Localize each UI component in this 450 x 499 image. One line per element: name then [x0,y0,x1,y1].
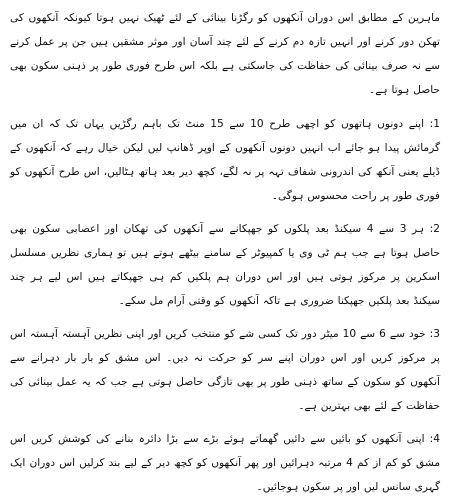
exercise-paragraph-4: 4: اپنی آنکھوں کو بائیں سے دائیں گھماتے ہوئے بڑے سے بڑا دائرہ بنانے کی کوشش کریں اس مشق کو کم از کم 4 مرتبہ دہرائیں اور پھر آنکھوں کو کچھ دیر کے لیے بند کرلیں اس دوران ایک گہری سانس لیں اور پر سکون ہوجائیں۔ [10,433,441,493]
exercise-paragraph-1: 1: اپنے دونوں ہاتھوں کو اچھی طرح 10 سے 15 منٹ تک باہم رگڑیں یہاں تک کہ ان میں گرمائش پیدا ہو جائے اب انہیں دونوں آنکھوں کے اوپر ڈھانپ لیں لیکن خیال رہے کہ آنکھوں کے ڈیلے یعنی آنکھ کی اندرونی شفاف تہہ پر نہ لگے، کچھ دیر بعد ہاتھ ہٹالیں، اس طرح آنکھوں کو فوری طور پر راحت محسوس ہوگی۔ [10,118,440,202]
intro-paragraph: ماہرین کے مطابق اس دوران آنکھوں کو رگڑنا بینائی کے لئے ٹھیک نہیں ہوتا کیونکہ آنکھوں کی تھکن دور کرنے اور انہیں تازہ دم کرنے کے لئے چند آسان اور موثر مشقیں ہیں جن پر عمل کرنے سے نہ صرف بینائی کی حفاظت کی جاسکتی ہے بلکہ اس طرح فوری طور پر ذہنی سکون بھی حاصل ہوتا ہے۔ [10,12,440,96]
exercise-paragraph-2: 2: ہر 3 سے 4 سیکنڈ بعد پلکوں کو جھپکانے سے آنکھوں کی تھکان اور اعصابی سکون بھی حاصل ہوتا ہے جب ہم ٹی وی یا کمپیوٹر کے سامنے بیٹھے ہوتے ہیں تو ہماری نظریں مسلسل اسکرین پر مرکوز ہوتی ہیں اور اس دوران ہم پلکیں کم ہی جھپکاتے ہیں اس لیے ہر چند سیکنڈ بعد پلکیں جھپکنا ضروری ہے تاکہ آنکھوں کو وقتی آرام مل سکے۔ [10,223,441,307]
exercise-paragraph-3: 3: خود سے 6 سے 10 میٹر دور تک کسی شے کو منتخب کریں اور اپنی نظریں آہستہ آہستہ اس پر مرکوز کریں اور اس دوران اپنے سر کو حرکت نہ دیں۔ اس مشق کو بار بار دہرانے سے آنکھوں کو سکون کے ساتھ ذہنی طور پر بھی تازگی حاصل ہوتی ہے جب کہ یہ عمل بینائی کی حفاظت کے لئے بھی بہترین ہے۔ [10,328,440,412]
